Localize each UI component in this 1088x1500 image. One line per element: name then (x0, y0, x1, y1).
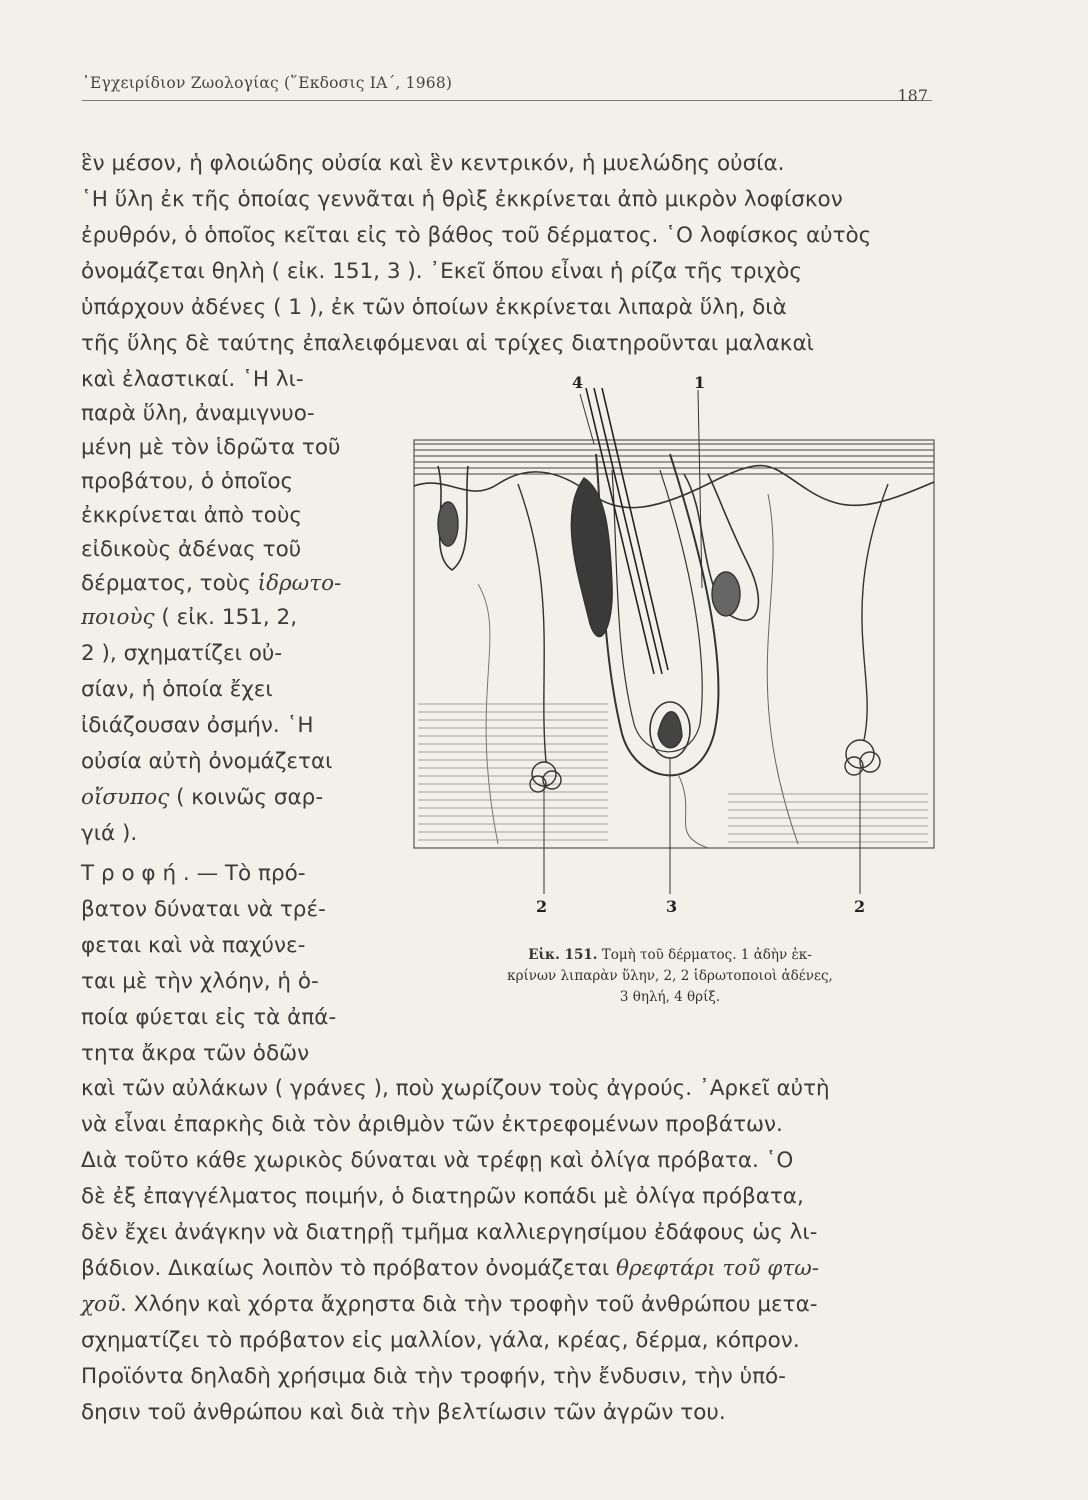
sweat-gland-right (845, 484, 888, 775)
text-line: δὲν ἔχει ἀνάγκην νὰ διατηρῇ τμῆμα καλλιεργησίμου ἐδάφους ὡς λι- (81, 1220, 818, 1245)
text-line (81, 782, 371, 814)
text-line: τῆς ὕλης δὲ ταύτης ἐπαλειφόμεναι αἱ τρίχες διατηροῦνται μαλακαὶ (81, 331, 814, 356)
text-fragment: δέρματος, τοὺς (81, 571, 258, 596)
italic-term: ποιοὺς (81, 605, 155, 630)
leader-line-4 (580, 394, 594, 444)
text-line: τητα ἄκρα τῶν ὁδῶν (81, 1041, 310, 1066)
text-line: καὶ τῶν αὐλάκων ( γράνες ), ποὺ χωρίζουν τοὺς ἀγρούς. ᾿Αρκεῖ αὐτὴ (81, 1076, 830, 1101)
text-line (81, 1253, 931, 1285)
text-line: ὀνομάζεται θηλὴ ( εἰκ. 151, 3 ). ᾿Εκεῖ ὅπου εἶναι ἡ ρίζα τῆς τριχὸς (81, 259, 803, 284)
text-line: ἓν μέσον, ἡ φλοιώδης οὐσία καὶ ἓν κεντρικόν, ἡ μυελώδης οὐσία. (81, 151, 785, 176)
text-line: νὰ εἶναι ἐπαρκὴς διὰ τὸν ἀριθμὸν τῶν ἐκτρεφομένων προβάτων. (81, 1112, 783, 1137)
text-line: 2 ), σχηματίζει οὐ- (81, 641, 283, 666)
text-line (81, 1289, 931, 1321)
label-hair: 4 (572, 374, 584, 392)
text-line: ἐρυθρόν, ὁ ὁποῖος κεῖται εἰς τὸ βάθος τοῦ δέρματος. ῾Ο λοφίσκος αὐτὸς (81, 223, 872, 248)
dermis-border (414, 466, 934, 508)
small-follicle-left-bulb (438, 502, 458, 546)
italic-term: χοῦ (81, 1292, 121, 1317)
text-line: φεται καὶ νὰ παχύνε- (81, 933, 306, 958)
page-number: 187 (897, 86, 928, 105)
italic-term: οἴσυπος (81, 785, 170, 810)
text-line: μένη μὲ τὸν ἱδρῶτα τοῦ (81, 435, 341, 460)
label-papilla: 3 (666, 897, 678, 914)
book-title: ᾿Εγχειρίδιον Ζωολογίας (῞Εκδοσις ΙΑ΄, 1968) (82, 74, 453, 92)
section-heading-line: Τ ρ ο φ ή . — Τὸ πρό- (81, 861, 306, 886)
text-line: εἰδικοὺς ἀδένας τοῦ (81, 537, 302, 562)
running-header (82, 66, 932, 105)
text-line: παρὰ ὕλη, ἀναμιγνυο- (81, 401, 315, 426)
text-line: ῾Η ὕλη ἐκ τῆς ὁποίας γεννᾶται ἡ θρὶξ ἐκκρίνεται ἀπὸ μικρὸν λοφίσκον (81, 187, 843, 212)
text-line: δὲ ἐξ ἐπαγγέλματος ποιμήν, ὁ διατηρῶν κοπάδι μὲ ὀλίγα πρόβατα, (81, 1184, 804, 1209)
text-line: ται μὲ τὴν χλόην, ἡ ὁ- (81, 969, 319, 994)
small-follicle-right-bulb (712, 572, 740, 616)
text-line: δησιν τοῦ ἀνθρώπου καὶ διὰ τὴν βελτίωσιν τῶν ἀγρῶν του. (81, 1400, 726, 1425)
text-line: ἰδιάζουσαν ὀσμήν. ῾Η (81, 713, 314, 738)
text-line: βατον δύναται νὰ τρέ- (81, 897, 326, 922)
label-sweat-right: 2 (854, 897, 866, 914)
caption-text: Τομὴ τοῦ δέρματος. 1 ἀδὴν ἐκ- (597, 947, 812, 963)
skin-section-figure (408, 374, 940, 914)
text-line: σίαν, ἡ ὁποία ἔχει (81, 677, 273, 702)
text-fragment: . Χλόην καὶ χόρτα ἄχρηστα διὰ τὴν τροφὴν τοῦ ἀνθρώπου μετα- (120, 1292, 818, 1317)
sweat-gland-left (518, 484, 561, 792)
figure-frame (414, 440, 934, 848)
text-line (81, 568, 371, 600)
caption-line: κρίνων λιπαρὰν ὕλην, 2, 2 ἱδρωτοποιοὶ ἀδένες, (507, 968, 833, 984)
text-line: οὐσία αὐτὴ ὀνομάζεται (81, 749, 333, 774)
papilla-core (658, 712, 682, 748)
italic-term: ἱδρωτο- (257, 571, 342, 596)
caption-line: 3 θηλή, 4 θρίξ. (619, 989, 721, 1005)
caption-line (400, 945, 940, 966)
figure-caption (400, 945, 940, 1008)
text-fragment: ( εἰκ. 151, 2, (154, 605, 298, 630)
label-sweat-left: 2 (536, 897, 548, 914)
text-line (81, 602, 371, 634)
text-line: ποία φύεται εἰς τὰ ἀπά- (81, 1005, 337, 1030)
text-fragment: ( κοινῶς σαρ- (169, 785, 324, 810)
text-line: ἐκκρίνεται ἀπὸ τοὺς (81, 503, 303, 528)
vessel-curve (478, 584, 498, 844)
text-line: καὶ ἐλαστικαί. ῾Η λι- (81, 367, 304, 392)
caption-figure-number: Εἰκ. 151. (528, 947, 598, 963)
text-line: γιά ). (81, 821, 138, 846)
italic-term: θρεφτάρι τοῦ φτω- (616, 1256, 820, 1281)
text-line: Διὰ τοῦτο κάθε χωρικὸς δύναται νὰ τρέφῃ καὶ ὀλίγα πρόβατα. ῾Ο (81, 1148, 794, 1173)
text-line: προβάτου, ὁ ὁποῖος (81, 469, 294, 494)
text-line: σχηματίζει τὸ πρόβατον εἰς μαλλίον, γάλα, κρέας, δέρμα, κόπρον. (81, 1328, 800, 1353)
label-gland: 1 (694, 374, 706, 392)
text-line: ὑπάρχουν ἀδένες ( 1 ), ἐκ τῶν ὁποίων ἐκκρίνεται λιπαρὰ ὕλη, διὰ (81, 295, 787, 320)
vessel-curve (678, 774, 708, 848)
vessel-curve (767, 494, 798, 844)
text-line: Προϊόντα δηλαδὴ χρήσιμα διὰ τὴν τροφήν, τὴν ἔνδυσιν, τὴν ὑπό- (81, 1364, 786, 1389)
text-fragment: βάδιον. Δικαίως λοιπὸν τὸ πρόβατον ὀνομάζεται (81, 1256, 617, 1281)
